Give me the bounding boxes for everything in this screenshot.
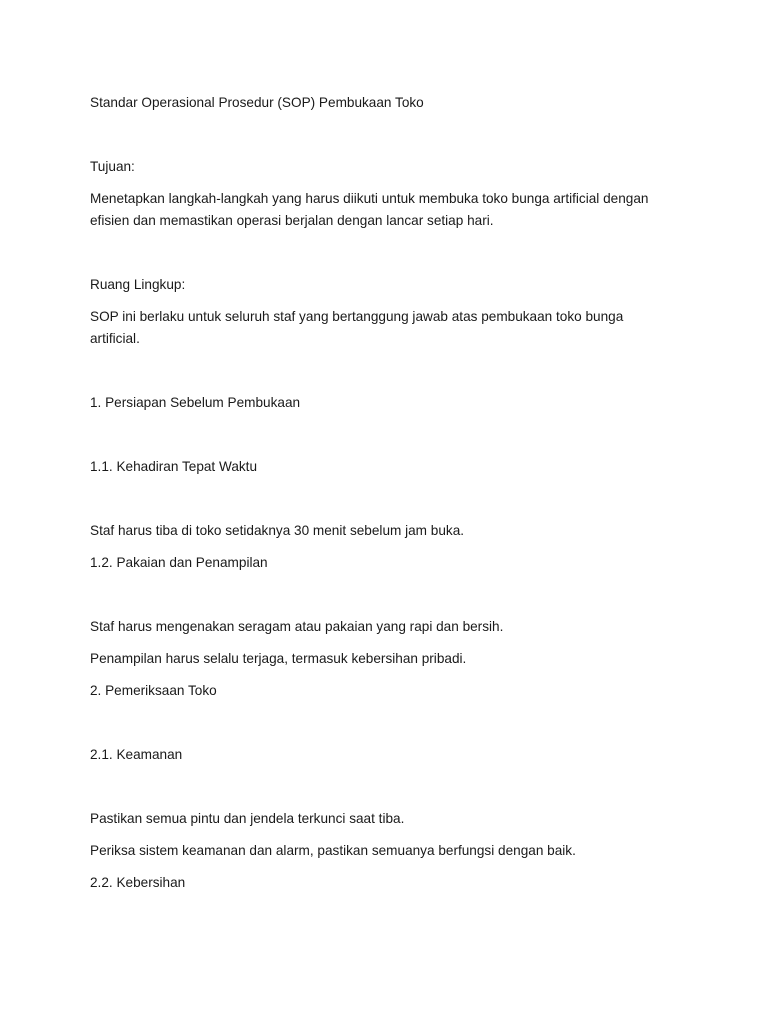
section-2-1-heading: 2.1. Keamanan xyxy=(90,747,183,762)
section-2-2-heading: 2.2. Kebersihan xyxy=(90,875,186,890)
ruang-lingkup-text-line-1: SOP ini berlaku untuk seluruh staf yang bertanggung jawab atas pembukaan toko bunga xyxy=(90,309,624,324)
section-2-1-text-2: Periksa sistem keamanan dan alarm, pastikan semuanya berfungsi dengan baik. xyxy=(90,843,576,858)
section-1-1-heading: 1.1. Kehadiran Tepat Waktu xyxy=(90,459,258,474)
section-1-heading: 1. Persiapan Sebelum Pembukaan xyxy=(90,395,301,410)
tujuan-text-line-2: efisien dan memastikan operasi berjalan dengan lancar setiap hari. xyxy=(90,213,494,228)
tujuan-heading: Tujuan: xyxy=(90,159,135,174)
section-1-2-heading: 1.2. Pakaian dan Penampilan xyxy=(90,555,268,570)
section-1-2-text-2: Penampilan harus selalu terjaga, termasuk kebersihan pribadi. xyxy=(90,651,467,666)
document-title: Standar Operasional Prosedur (SOP) Pembukaan Toko xyxy=(90,95,424,110)
ruang-lingkup-text-line-2: artificial. xyxy=(90,331,140,346)
section-2-1-text-1: Pastikan semua pintu dan jendela terkunci saat tiba. xyxy=(90,811,405,826)
section-2-heading: 2. Pemeriksaan Toko xyxy=(90,683,217,698)
section-1-2-text-1: Staf harus mengenakan seragam atau pakaian yang rapi dan bersih. xyxy=(90,619,504,634)
ruang-lingkup-heading: Ruang Lingkup: xyxy=(90,277,186,292)
tujuan-text-line-1: Menetapkan langkah-langkah yang harus diikuti untuk membuka toko bunga artificial dengan xyxy=(90,191,649,206)
section-1-1-text: Staf harus tiba di toko setidaknya 30 menit sebelum jam buka. xyxy=(90,523,465,538)
